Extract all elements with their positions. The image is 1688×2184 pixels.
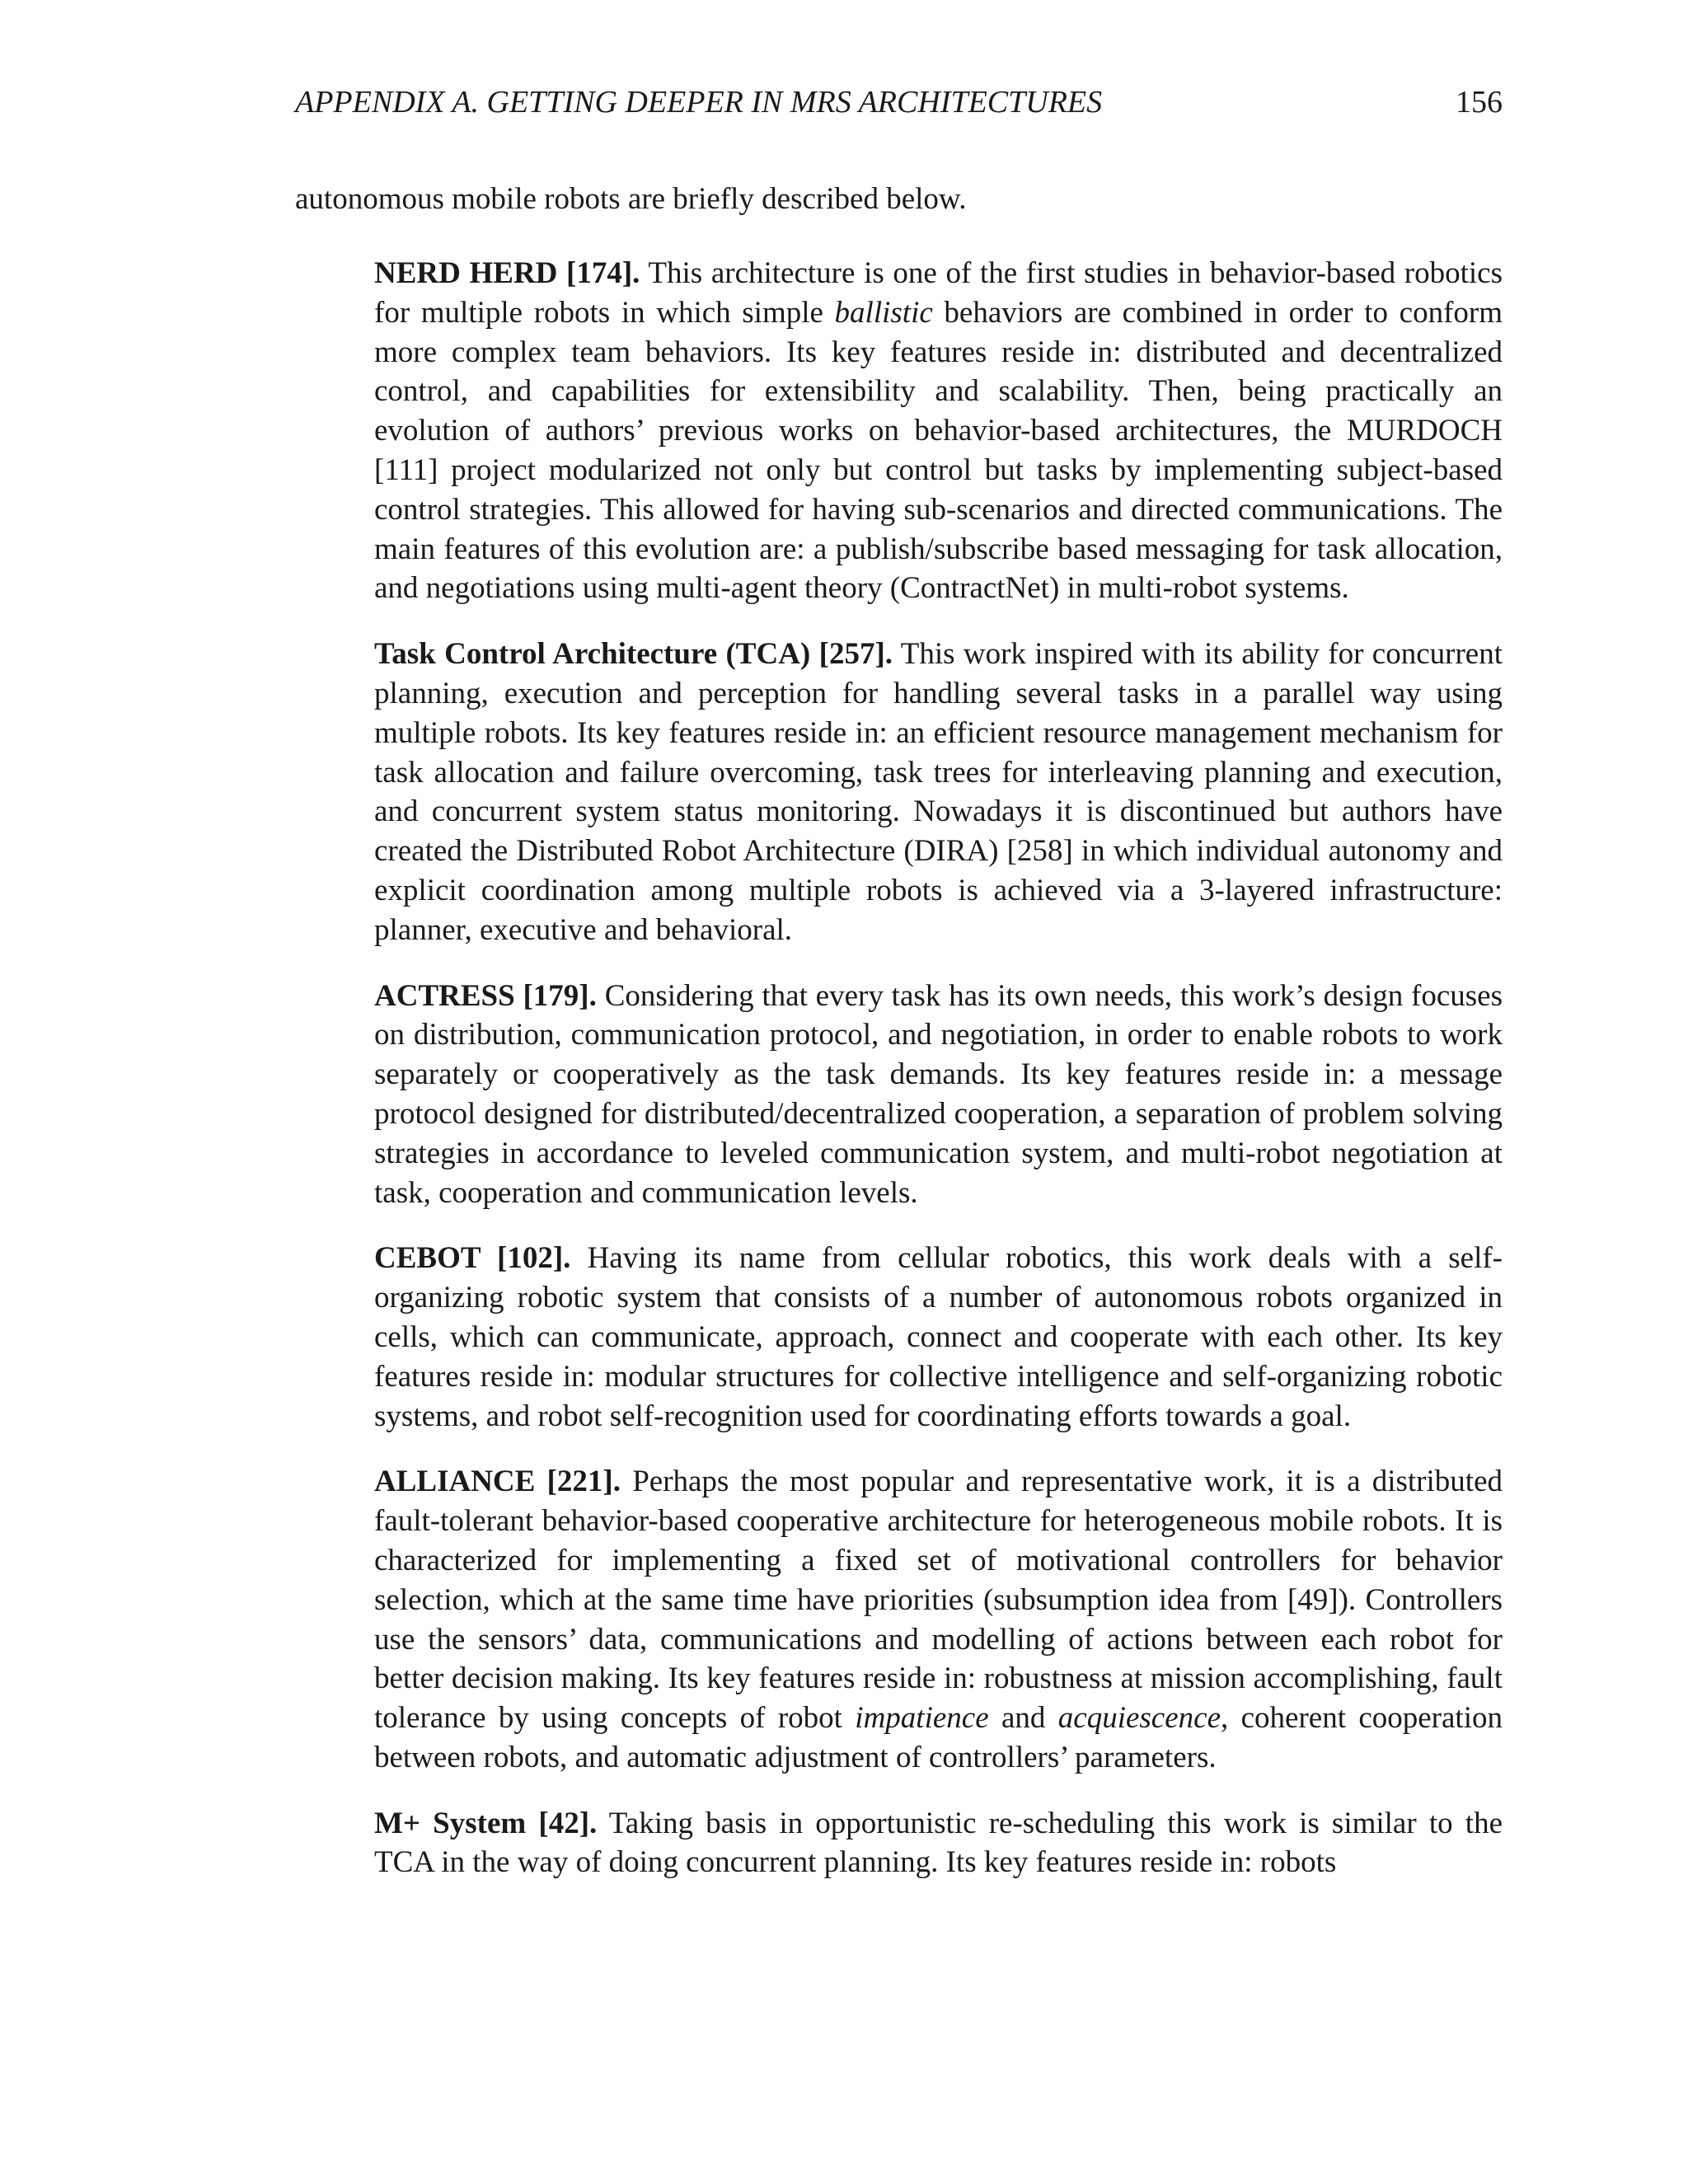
entry-emphasis: ballistic — [834, 295, 933, 330]
entry-emphasis: acquiescence — [1057, 1701, 1221, 1736]
entry-m-plus-system — [374, 1804, 1503, 1883]
entry-title: CEBOT [102]. — [374, 1241, 571, 1276]
entry-cebot — [374, 1239, 1503, 1436]
intro-line: autonomous mobile robots are briefly described below. — [295, 182, 967, 216]
entry-title: NERD HERD [174]. — [374, 256, 640, 290]
entry-title: ACTRESS [179]. — [374, 978, 597, 1013]
entry-text: Having its name from cellular robotics, this work deals with a self-organizing robotic system that consists of a number of autonomous robots organized in cells, which can communicate, approach, connect and cooperate with each other. Its key features reside in: modular structures for collective intelligence and self-organizing robotic systems, and robot self-recognition used for coordinating efforts towards a goal. — [374, 1241, 1503, 1433]
entry-title: M+ System [42]. — [374, 1806, 598, 1840]
entry-text: This architecture is one of the first studies in behavior-based robotics for multiple robots in which simple — [374, 256, 1503, 330]
entry-text: and — [988, 1701, 1058, 1736]
entry-nerd-herd — [374, 254, 1503, 608]
entry-text: This work inspired with its ability for concurrent planning, execution and perception for handling several tasks in a parallel way using multiple robots. Its key features reside in: an efficient resource management mechanism for task allocation and failure overcoming, task trees for interleaving planning and execution, and concurrent system status monitoring. Nowadays it is discontinued but authors have created the Distributed Robot Architecture (DIRA) [258] in which individual autonomy and explicit coordination among multiple robots is achieved via a 3-layered infrastructure: planner, executive and behavioral. — [374, 637, 1503, 947]
entry-alliance — [374, 1462, 1503, 1777]
entry-actress — [374, 977, 1503, 1213]
running-title: APPENDIX A. GETTING DEEPER IN MRS ARCHITECTURES — [295, 85, 1103, 120]
entry-text: Perhaps the most popular and representative work, it is a distributed fault-tolerant behavior-based cooperative architecture for heterogeneous mobile robots. It is characterized for implementing a fixed set of motivational controllers for behavior selection, which at the same time have priorities (subsumption idea from [49]). Controllers use the sensors’ data, communications and modelling of actions between each robot for better decision making. Its key features reside in: robustness at mission accomplishing, fault tolerance by using concepts of robot — [374, 1465, 1503, 1736]
page-number: 156 — [1456, 85, 1503, 120]
entry-text: behaviors are combined in order to conform more complex team behaviors. Its key features reside in: distributed and decentralized control, and capabilities for extensibility and scalability. Then, being practically an evolution of authors’ previous works on behavior-based architectures, the MURDOCH [111] project modularized not only but control but tasks by implementing subject-based control strategies. This allowed for having sub-scenarios and directed communications. The main features of this evolution are: a publish/subscribe based messaging for task allocation, and negotiations using multi-agent theory (ContractNet) in multi-robot systems. — [374, 295, 1503, 606]
architecture-list — [374, 254, 1503, 1909]
running-header — [295, 77, 1503, 127]
entry-text: Taking basis in opportunistic re-scheduling this work is similar to the TCA in the way of doing concurrent planning. Its key features reside in: robots — [374, 1806, 1503, 1880]
entry-title: Task Control Architecture (TCA) [257]. — [374, 637, 893, 672]
entry-emphasis: impatience — [855, 1701, 989, 1736]
entry-tca — [374, 635, 1503, 949]
entry-title: ALLIANCE [221]. — [374, 1465, 621, 1499]
entry-text: , coherent cooperation between robots, and automatic adjustment of controllers’ parameters. — [374, 1701, 1503, 1774]
entry-text: Considering that every task has its own needs, this work’s design focuses on distribution, communication protocol, and negotiation, in order to enable robots to work separately or cooperatively as the task demands. Its key features reside in: a message protocol designed for distributed/decentralized cooperation, a separation of problem solving strategies in accordance to leveled communication system, and multi-robot negotiation at task, cooperation and communication levels. — [374, 978, 1503, 1210]
